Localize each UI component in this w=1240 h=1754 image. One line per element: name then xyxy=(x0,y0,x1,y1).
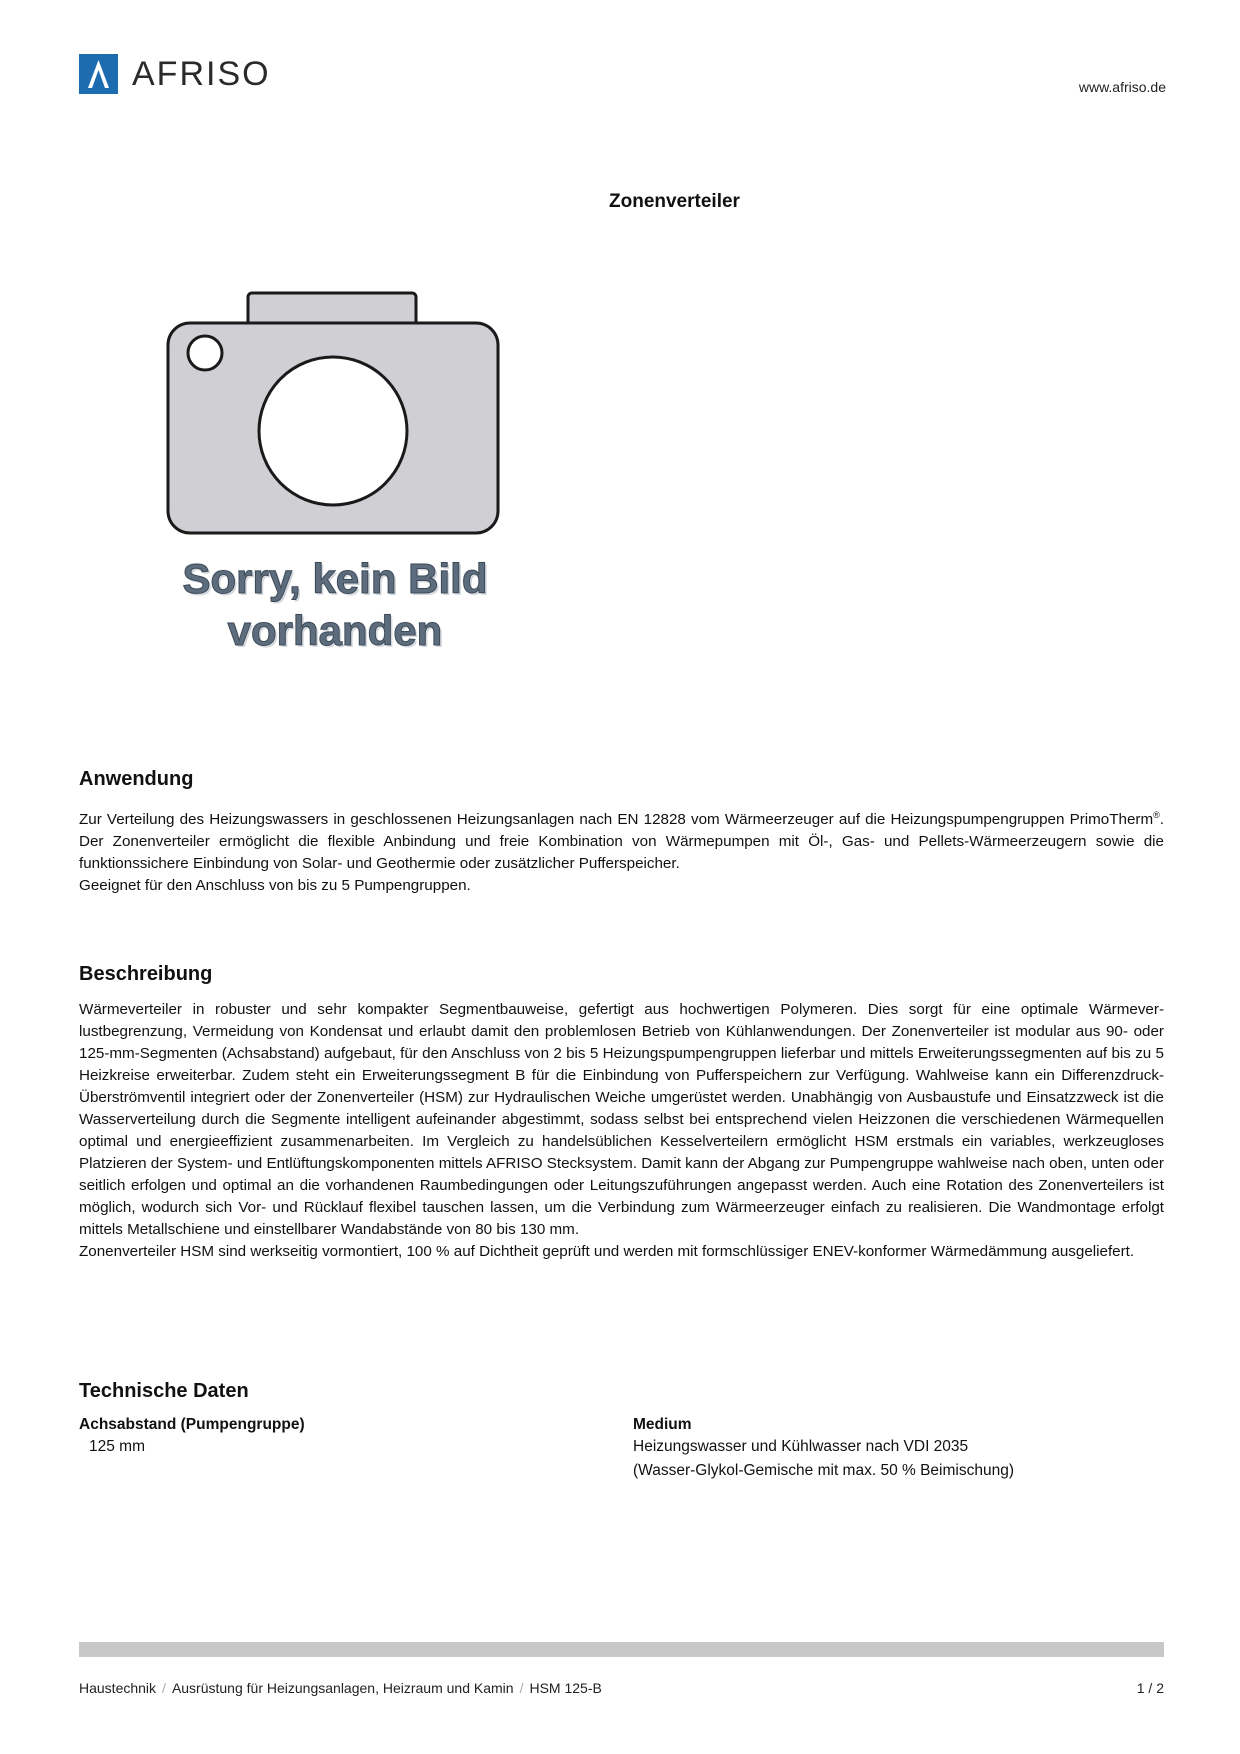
breadcrumb-item[interactable]: Haustechnik xyxy=(79,1680,157,1696)
camera-icon xyxy=(160,290,510,540)
no-image-caption-line1: Sorry, kein Bild xyxy=(182,555,488,602)
afriso-logo xyxy=(79,54,271,94)
spec-label: Medium xyxy=(633,1416,692,1433)
spec-item xyxy=(633,1416,1014,1482)
beschreibung-paragraph-2: Zonenverteiler HSM sind werkseitig vormontiert, 100 % auf Dichtheit geprüft und werden mit formschlüssiger ENEV-konformer Wärmedämmung ausgeliefert. xyxy=(79,1243,1135,1260)
section-heading-technische-daten: Technische Daten xyxy=(79,1380,249,1402)
breadcrumb-item[interactable]: HSM 125-B xyxy=(529,1680,602,1696)
section-heading-anwendung: Anwendung xyxy=(79,768,194,790)
footer-divider xyxy=(79,1642,1164,1657)
spec-value: 125 mm xyxy=(89,1438,145,1455)
beschreibung-text xyxy=(79,999,1164,1263)
spec-value: Heizungswasser und Kühlwasser nach VDI 2035 xyxy=(633,1438,969,1455)
anwendung-text-part2: . Der Zonenverteiler ermöglicht die flexible Anbindung und freie Kombination von Wärmepumpen mit Öl-, Gas- und Pellets-Wärmeerzeugern sowie die funktionssichere Einbindung von Solar- und Geothermie oder zusätzlicher Pufferspeicher. xyxy=(79,811,1164,873)
website-link[interactable]: www.afriso.de xyxy=(1078,79,1166,95)
product-title: Zonenverteiler xyxy=(609,191,740,212)
spec-label: Achsabstand (Pumpengruppe) xyxy=(79,1416,305,1433)
spec-item xyxy=(79,1416,305,1458)
breadcrumb-item[interactable]: Ausrüstung für Heizungsanlagen, Heizraum und Kamin xyxy=(171,1680,514,1696)
no-image-caption xyxy=(160,553,510,657)
section-heading-beschreibung: Beschreibung xyxy=(79,963,213,985)
breadcrumb-separator: / xyxy=(162,1680,166,1696)
afriso-logo-icon xyxy=(79,54,118,94)
breadcrumb xyxy=(79,1680,602,1696)
no-image-caption-line2: vorhanden xyxy=(227,607,443,654)
no-image-placeholder xyxy=(160,290,510,662)
trademark-symbol: ® xyxy=(1153,810,1160,820)
logo-wordmark: AFRISO xyxy=(132,55,271,93)
anwendung-paragraph-2: Geeignet für den Anschluss von bis zu 5 Pumpengruppen. xyxy=(79,877,471,895)
anwendung-paragraph xyxy=(79,804,1164,875)
anwendung-text-part1: Zur Verteilung des Heizungswassers in geschlossenen Heizungsanlagen nach EN 12828 vom Wärmeerzeuger auf die Heizungspumpengruppen PrimoTherm xyxy=(79,811,1154,829)
spec-value: (Wasser-Glykol-Gemische mit max. 50 % Beimischung) xyxy=(633,1462,1014,1479)
page-number: 1 / 2 xyxy=(1136,1680,1164,1696)
anwendung-text xyxy=(79,804,1164,897)
breadcrumb-separator: / xyxy=(519,1680,524,1696)
beschreibung-paragraph-1: Wärmeverteiler in robuster und sehr kompakter Segmentbauweise, gefertigt aus hochwertigen Polymeren. Dies sorgt für eine optimale Wärmeverlustbegrenzung, Vermeidung von Kondensat und erlaubt damit den problemlosen Betrieb von Kühlanwendungen. Der Zonenverteiler ist modular aus 90- oder 125-mm-Segmenten (Achsabstand) aufgebaut, für den Anschluss von 2 bis 5 Heizungspumpengruppen lieferbar und mittels Erweiterungssegmenten auf bis zu 5 Heizkreise erweiterbar. Zudem steht ein Erweiterungssegment B für die Einbindung von Pufferspeichern zur Verfügung. Wahlweise kann ein Differenzdruck-Überströmventil integriert oder der Zonenverteiler (HSM) zur Hydraulischen Weiche umgerüstet werden. Unabhängig von Ausbaustufe und Einsatzzweck ist die Wasserverteilung durch die Segmente intelligent aufeinander abgestimmt, sodass selbst bei entsprechend vielen Heizzonen die verschiedenen Wärmequellen optimal und energieeffizient zusammenarbeiten. Im Vergleich zu handelsüblichen Kesselverteilern ermöglicht HSM erstmals ein variables, werkzeugloses Platzieren der System- und Entlüftungskomponenten mittels AFRISO Stecksystem. Damit kann der Abgang zur Pumpengruppe wahlweise nach oben, unten oder seitlich erfolgen und optimal an die vorhandenen Raumbedingungen oder Leitungszuführungen angepasst werden. Auch eine Rotation des Zonenverteilers ist möglich, wodurch sich Vor- und Rücklauf flexibel tauschen lassen, um die Verbindung zum Wärmeerzeuger einfach zu realisieren. Die Wandmontage erfolgt mittels Metallschiene und einstellbarer Wandabstände von 80 bis 130 mm. xyxy=(79,1001,1164,1238)
